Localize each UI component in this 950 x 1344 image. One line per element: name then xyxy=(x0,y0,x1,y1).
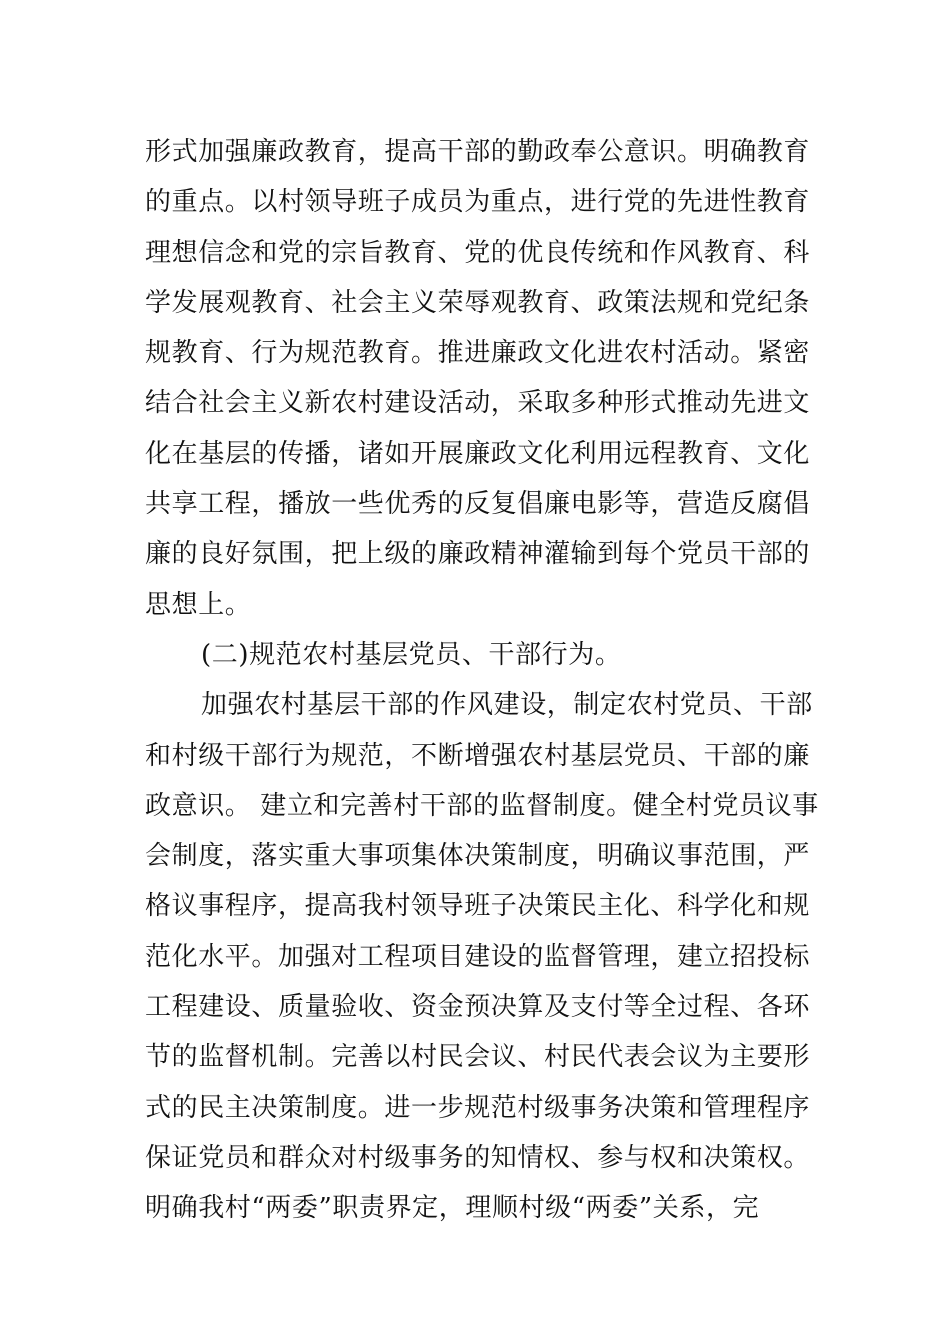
text-line: 式的民主决策制度。进一步规范村级事务决策和管理程序 xyxy=(145,1092,811,1123)
text-line: 思想上。 xyxy=(145,589,252,620)
text-line: 理想信念和党的宗旨教育、党的优良传统和作风教育、科 xyxy=(145,237,811,268)
text-line: 和村级干部行为规范，不断增强农村基层党员、干部的廉 xyxy=(145,740,811,771)
text-line: 保证党员和群众对村级事务的知情权、参与权和决策权。 xyxy=(145,1142,811,1173)
text-line: 化在基层的传播，诸如开展廉政文化利用远程教育、文化 xyxy=(145,438,811,469)
text-line: 结合社会主义新农村建设活动，采取多种形式推动先进文 xyxy=(145,388,811,419)
text-line: 范化水平。加强对工程项目建设的监督管理，建立招投标 xyxy=(145,941,811,972)
text-line: 明确我村“两委”职责界定，理顺村级“两委”关系，完 xyxy=(145,1193,760,1224)
text-line: 工程建设、质量验收、资金预决算及支付等全过程、各环 xyxy=(145,992,811,1023)
text-line: 规教育、行为规范教育。推进廉政文化进农村活动。紧密 xyxy=(145,338,811,369)
text-line: 形式加强廉政教育，提高干部的勤政奉公意识。明确教育 xyxy=(145,137,811,167)
text-line: 的重点。以村领导班子成员为重点，进行党的先进性教育 xyxy=(145,187,811,218)
text-line: 会制度，落实重大事项集体决策制度，明确议事范围，严 xyxy=(145,841,811,872)
text-line: 格议事程序，提高我村领导班子决策民主化、科学化和规 xyxy=(145,891,811,922)
section-heading: (二)规范农村基层党员、干部行为。 xyxy=(201,639,622,670)
text-line: 节的监督机制。完善以村民会议、村民代表会议为主要形 xyxy=(145,1042,811,1073)
text-line: 共享工程，播放一些优秀的反复倡廉电影等，营造反腐倡 xyxy=(145,489,811,520)
text-line: 加强农村基层干部的作风建设，制定农村党员、干部 xyxy=(201,690,813,721)
text-line: 廉的良好氛围，把上级的廉政精神灌输到每个党员干部的 xyxy=(145,539,811,570)
text-line: 政意识。 建立和完善村干部的监督制度。健全村党员议事 xyxy=(145,790,819,821)
text-line: 学发展观教育、社会主义荣辱观教育、政策法规和党纪条 xyxy=(145,287,811,318)
body-text xyxy=(145,127,817,1234)
